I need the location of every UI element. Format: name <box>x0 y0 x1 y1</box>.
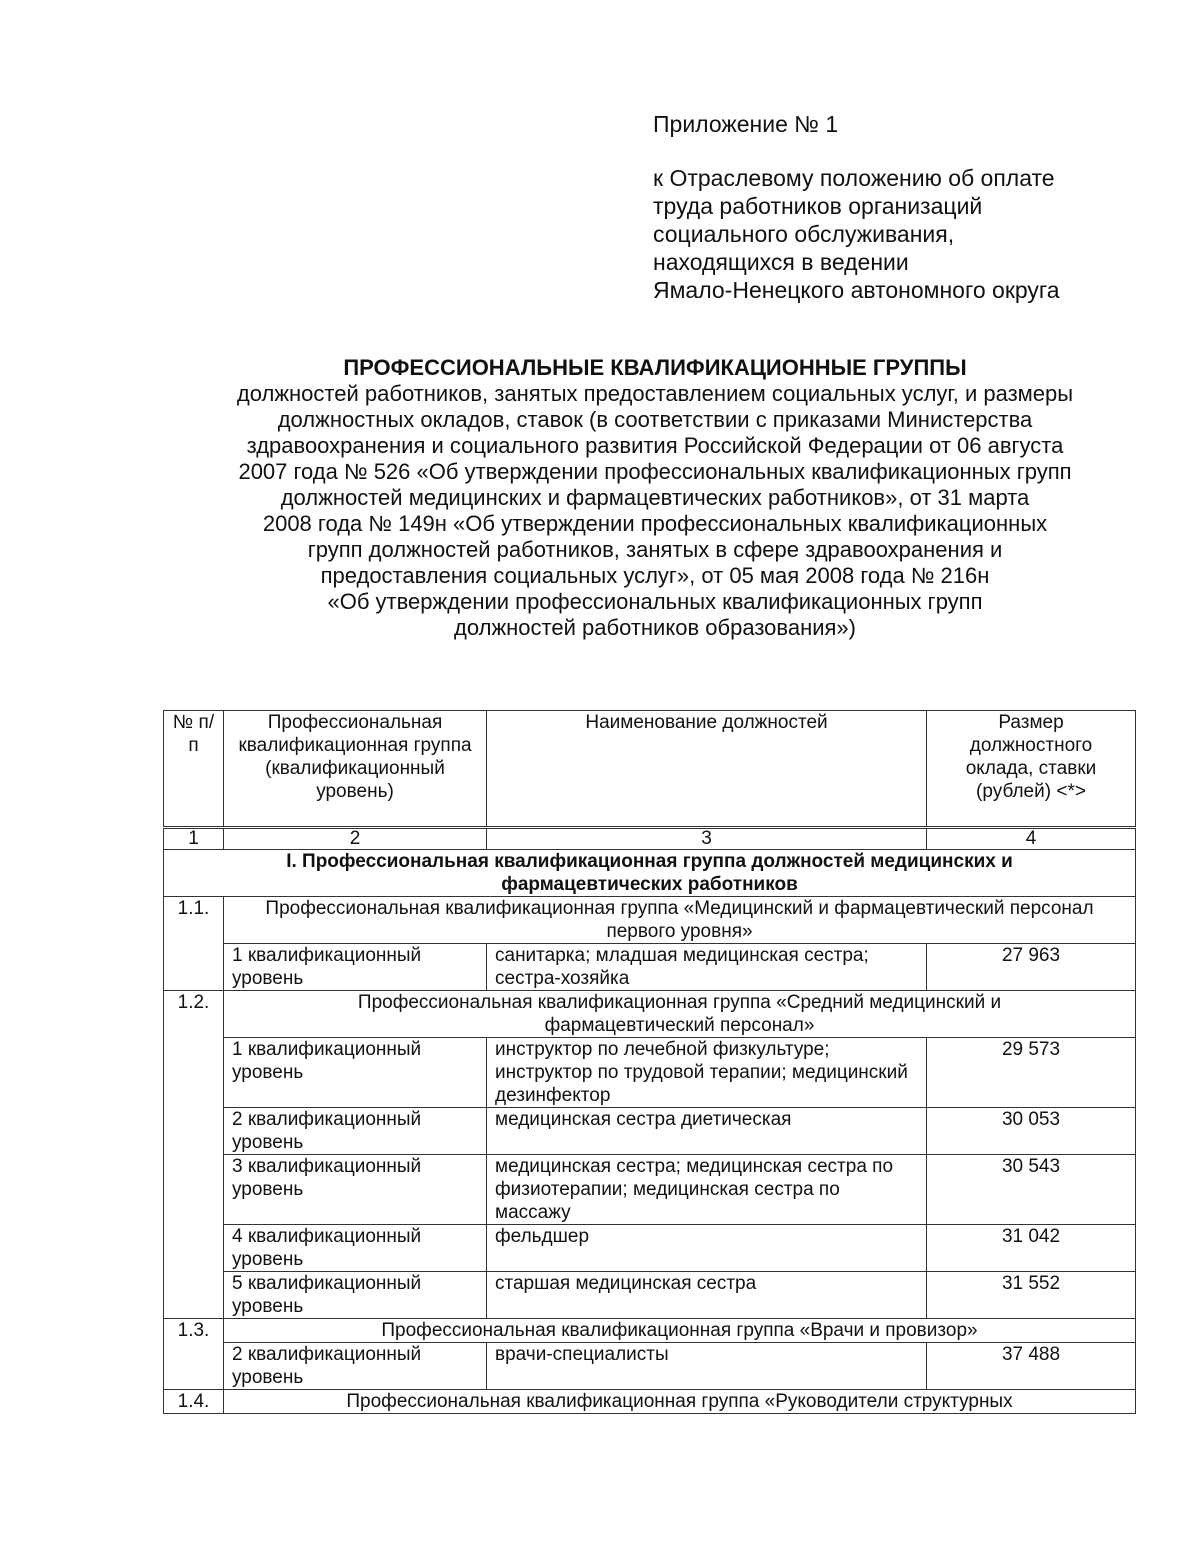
group-row <box>164 1390 1136 1414</box>
level-cell: 3 квалификационный уровень <box>224 1155 487 1225</box>
level-cell: 1 квалификационный уровень <box>224 944 487 991</box>
subtitle-line: предоставления социальных услуг», от 05 мая 2008 года № 216н <box>320 563 990 588</box>
level-cell: 5 квалификационный уровень <box>224 1272 487 1319</box>
subtitle-line: 2007 года № 526 «Об утверждении профессиональных квалификационных групп <box>238 459 1072 484</box>
qualification-groups-table <box>163 710 1136 1414</box>
group-row <box>164 897 1136 944</box>
group-number: 1.4. <box>164 1390 224 1414</box>
annex-line: Ямало-Ненецкого автономного округа <box>653 277 1060 303</box>
table-row <box>164 1155 1136 1225</box>
subtitle-line: здравоохранения и социального развития Российской Федерации от 06 августа <box>246 433 1064 458</box>
subtitle-line: должностей работников образования») <box>454 615 856 640</box>
group-row <box>164 991 1136 1038</box>
positions-cell: санитарка; младшая медицинская сестра; сестра-хозяйка <box>487 944 927 991</box>
header-positions: Наименование должностей <box>487 711 927 828</box>
header-num: № п/п <box>164 711 224 828</box>
table-header-row <box>164 711 1136 828</box>
level-cell: 2 квалификационный уровень <box>224 1108 487 1155</box>
positions-cell: медицинская сестра диетическая <box>487 1108 927 1155</box>
document-subtitle <box>100 381 1200 641</box>
positions-cell: старшая медицинская сестра <box>487 1272 927 1319</box>
table-row <box>164 1343 1136 1390</box>
header-salary: Размер должностного оклада, ставки (рублей) <*> <box>927 711 1136 828</box>
salary-cell: 37 488 <box>927 1343 1136 1390</box>
salary-cell: 30 543 <box>927 1155 1136 1225</box>
column-number-row <box>164 828 1136 850</box>
level-cell: 2 квалификационный уровень <box>224 1343 487 1390</box>
group-number: 1.2. <box>164 991 224 1319</box>
subtitle-line: групп должностей работников, занятых в сфере здравоохранения и <box>307 537 1003 562</box>
salary-cell: 29 573 <box>927 1038 1136 1108</box>
group-title: Профессиональная квалификационная группа «Средний медицинский и фармацевтический персонал» <box>224 991 1136 1038</box>
column-number: 2 <box>224 828 487 850</box>
level-cell: 4 квалификационный уровень <box>224 1225 487 1272</box>
annex-reference <box>653 164 1060 304</box>
positions-cell: инструктор по лечебной физкультуре; инструктор по трудовой терапии; медицинский дезинфектор <box>487 1038 927 1108</box>
document-title: ПРОФЕССИОНАЛЬНЫЕ КВАЛИФИКАЦИОННЫЕ ГРУППЫ <box>343 355 967 380</box>
annex-line: труда работников организаций <box>653 193 983 219</box>
salary-cell: 27 963 <box>927 944 1136 991</box>
annex-line: социального обслуживания, <box>653 221 955 247</box>
column-number: 3 <box>487 828 927 850</box>
table-row <box>164 1038 1136 1108</box>
annex-line: к Отраслевому положению об оплате <box>653 165 1055 191</box>
column-number: 4 <box>927 828 1136 850</box>
subtitle-line: 2008 года № 149н «Об утверждении профессиональных квалификационных <box>262 511 1048 536</box>
group-row <box>164 1319 1136 1343</box>
section-row <box>164 850 1136 897</box>
salary-cell: 30 053 <box>927 1108 1136 1155</box>
positions-cell: фельдшер <box>487 1225 927 1272</box>
group-title: Профессиональная квалификационная группа «Врачи и провизор» <box>224 1319 1136 1343</box>
positions-cell: медицинская сестра; медицинская сестра по физиотерапии; медицинская сестра по массажу <box>487 1155 927 1225</box>
salary-cell: 31 552 <box>927 1272 1136 1319</box>
section-title: I. Профессиональная квалификационная группа должностей медицинских и фармацевтических работников <box>164 850 1136 897</box>
group-number: 1.1. <box>164 897 224 991</box>
annex-label: Приложение № 1 <box>653 111 839 137</box>
group-title: Профессиональная квалификационная группа «Руководители структурных <box>224 1390 1136 1414</box>
salary-cell: 31 042 <box>927 1225 1136 1272</box>
header-group: Профессиональная квалификационная группа (квалификационный уровень) <box>224 711 487 828</box>
subtitle-line: должностей работников, занятых предоставлением социальных услуг, и размеры <box>236 381 1074 406</box>
subtitle-line: должностей медицинских и фармацевтических работников», от 31 марта <box>280 485 1030 510</box>
document-title-block <box>100 355 1200 641</box>
group-number: 1.3. <box>164 1319 224 1390</box>
subtitle-line: должностных окладов, ставок (в соответствии с приказами Министерства <box>277 407 1033 432</box>
subtitle-line: «Об утверждении профессиональных квалификационных групп <box>327 589 983 614</box>
column-number: 1 <box>164 828 224 850</box>
level-cell: 1 квалификационный уровень <box>224 1038 487 1108</box>
annex-line: находящихся в ведении <box>653 249 909 275</box>
table-row <box>164 1225 1136 1272</box>
group-title: Профессиональная квалификационная группа «Медицинский и фармацевтический персонал первого уровня» <box>224 897 1136 944</box>
table-row <box>164 1272 1136 1319</box>
table-row <box>164 944 1136 991</box>
positions-cell: врачи-специалисты <box>487 1343 927 1390</box>
table-row <box>164 1108 1136 1155</box>
